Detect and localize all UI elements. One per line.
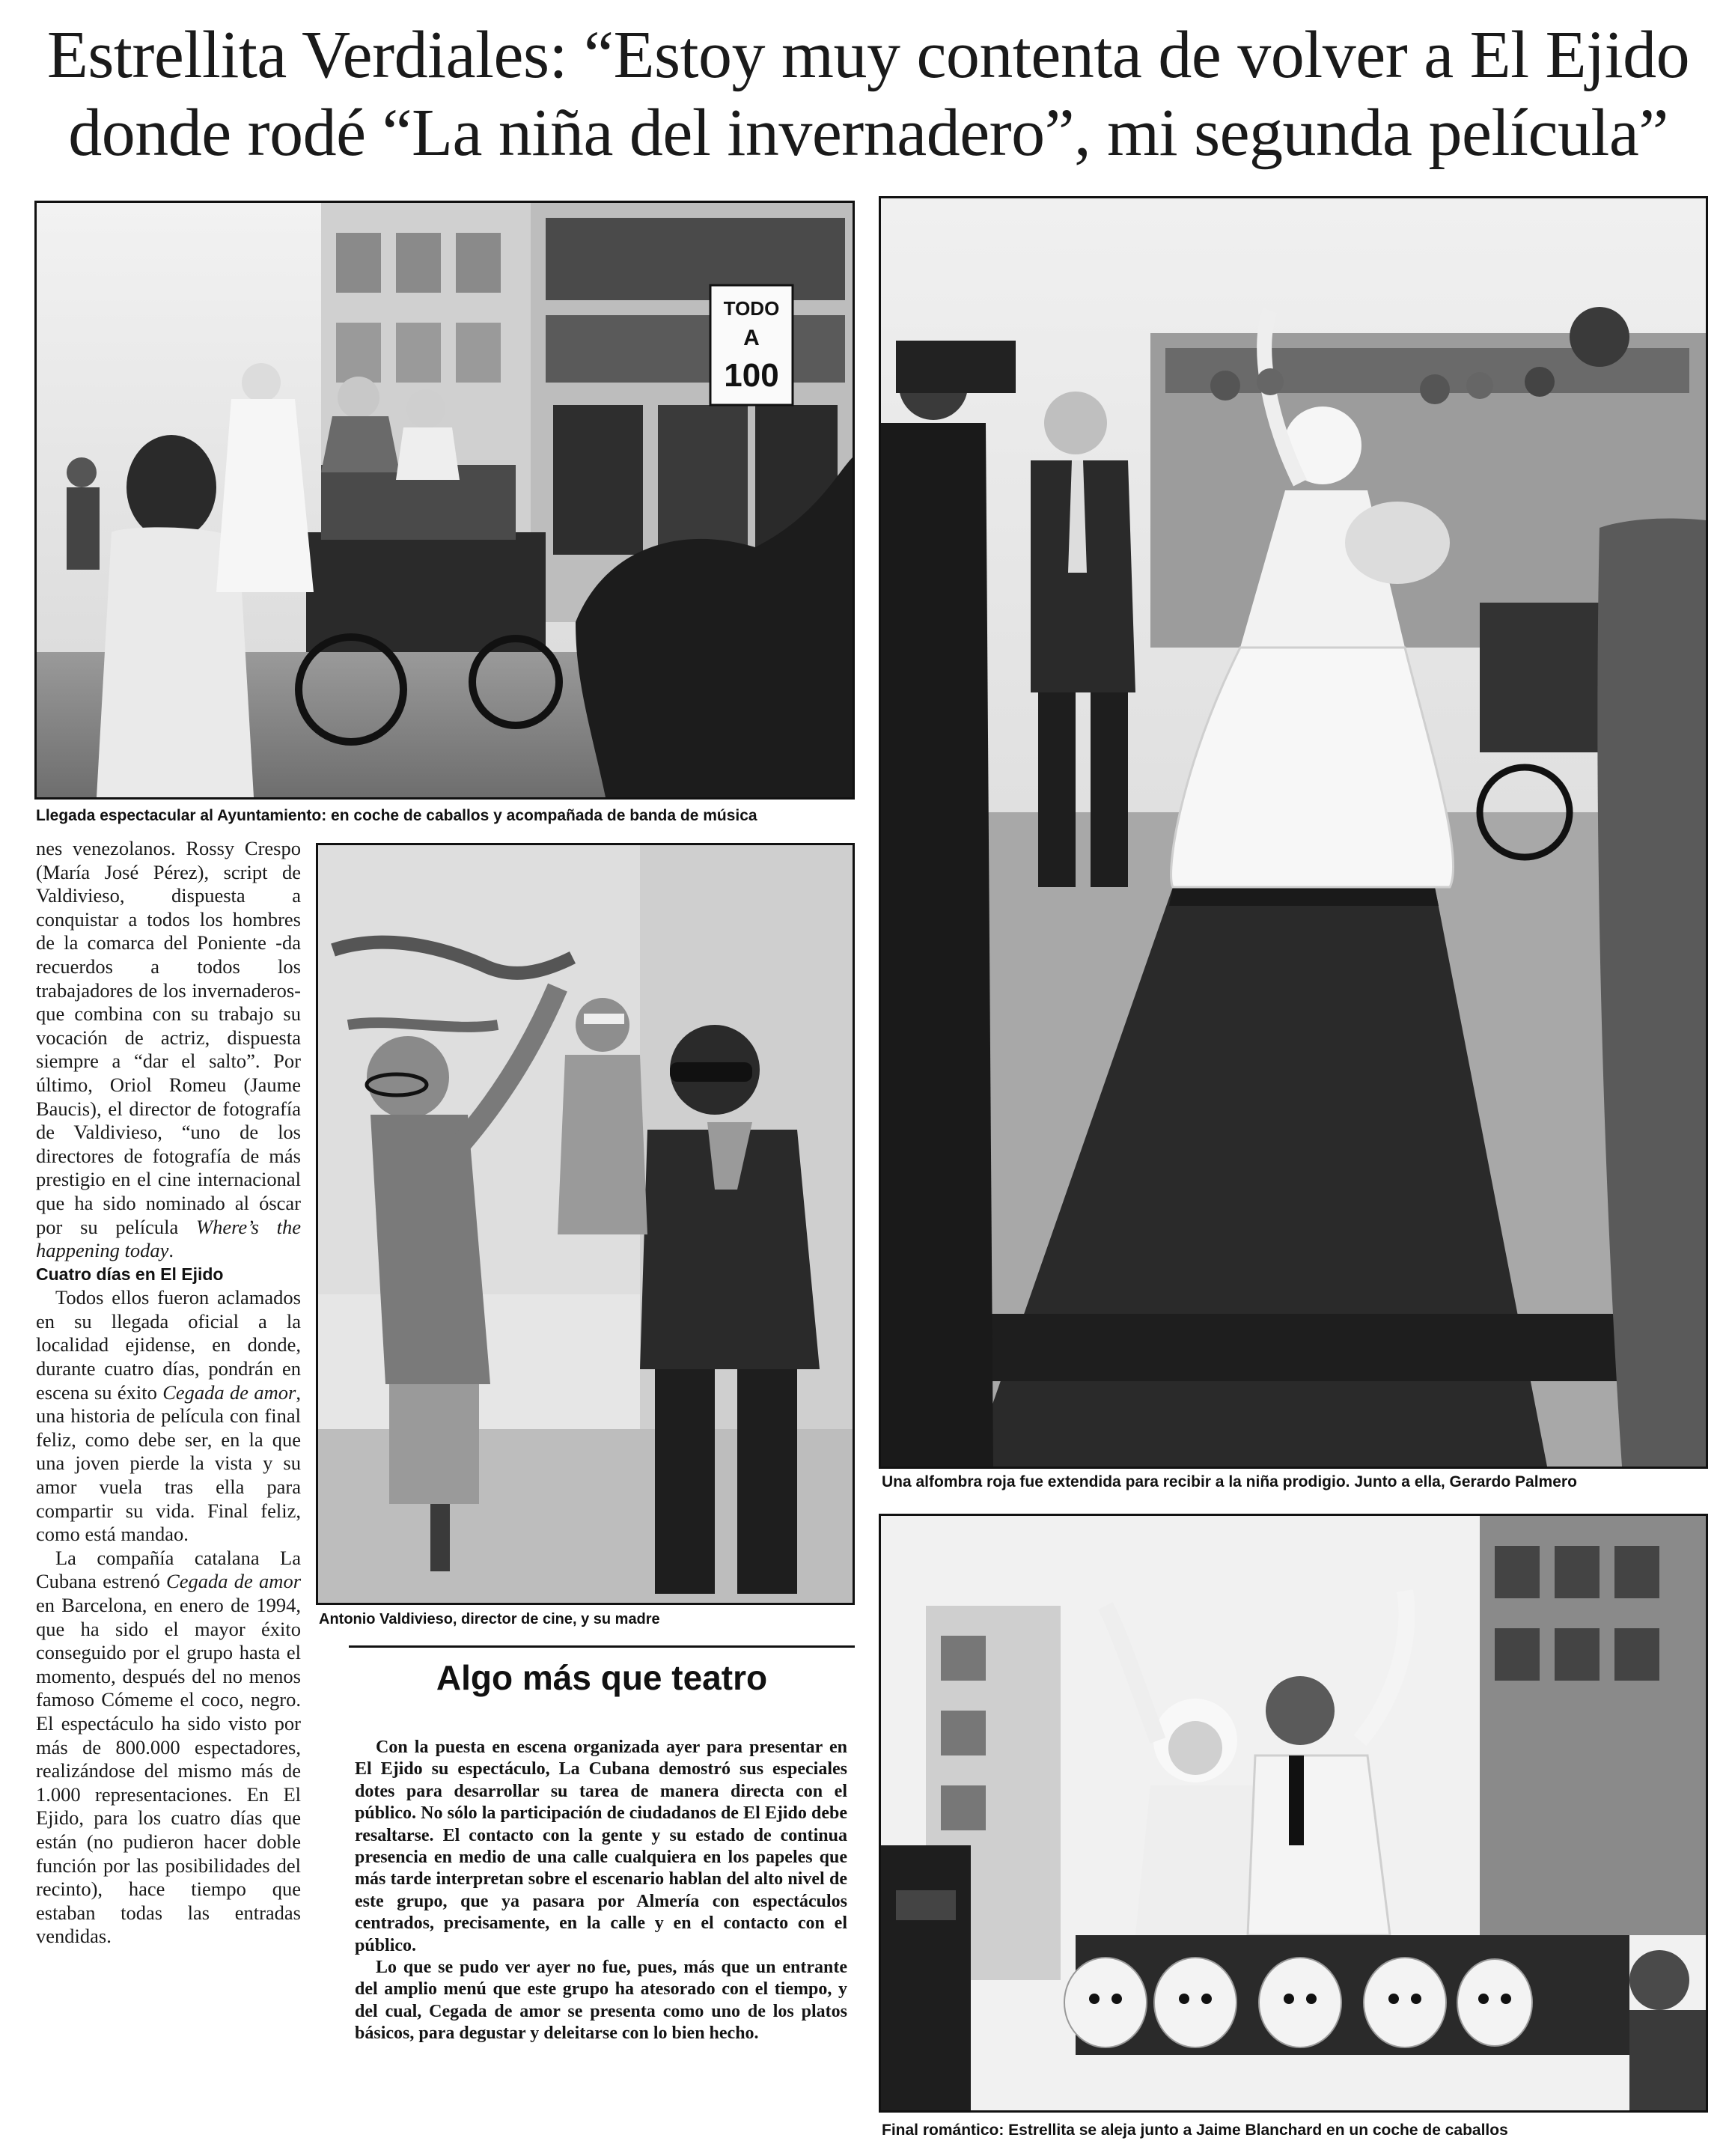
sign-text-1: TODO (723, 297, 780, 320)
sidebar-paragraph-1: Con la puesta en escena organizada ayer para presentar en El Ejido su espectáculo, La Cubana demostró sus especiales dotes para desarrollar su tarea de manera directa con el público. No sólo la participación de ciudadanos de El Ejido debe resaltarse. El contacto con la gente y su estado de continua presencia en medio de una calle cualquiera en los papeles que más tarde interpretan sobre el escenario hablan del alto nivel de este grupo, que ya pasara por Almería con espectáculos centrados, precisamente, en la calle y en el contacto con el público. (355, 1738, 847, 1955)
sidebar-top-rule (349, 1645, 855, 1648)
article-paragraph-2: Todos ellos fueron aclamados en su llegada oficial a la localidad ejidense, en donde, durante cuatro días, pondrán en escena su éxito Cegada de amor, una historia de película con final feliz, como debe ser, en la que una joven pierde la vista y su amor vuela tras ella para compartir su vida. Final feliz, como está mandao. (36, 1286, 301, 1546)
photo-carpet-image (881, 198, 1706, 1467)
sidebar-body (355, 1737, 847, 2045)
photo-finale-image (881, 1516, 1706, 2110)
caption-arrival: Llegada espectacular al Ayuntamiento: en coche de caballos y acompañada de banda de música (36, 807, 757, 824)
show-title-2: Cegada de amor (166, 1570, 302, 1593)
caption-finale: Final romántico: Estrellita se aleja junto a Jaime Blanchard en un coche de caballos (882, 2122, 1508, 2139)
photo-finale (879, 1514, 1708, 2113)
caption-director: Antonio Valdivieso, director de cine, y su madre (319, 1611, 660, 1627)
photo-arrival-image (37, 203, 853, 797)
article-paragraph-3: La compañía catalana La Cubana estrenó Cegada de amor en Barcelona, en enero de 1994, que ha sido el mayor éxito conseguido por el grupo hasta el momento, después del no menos famoso Cómeme el coco, negro. El espectáculo ha sido visto por más de 800.000 espectadores, realizándose del mismo más de 1.000 representaciones. En El Ejido, para los cuatro días que están (no pudieron hacer doble función por las posibilidades del recinto), hace tiempo que estaban todas las entradas vendidas. (36, 1546, 302, 1948)
sign-text-3: 100 (724, 357, 779, 394)
sidebar-paragraph-2: Lo que se pudo ver ayer no fue, pues, más que un entrante del amplio menú que este grupo ha atesorado con el tiempo, y del cual, Cegada de amor se presenta como uno de los platos básicos, para degustar y deleitarse con lo bien hecho. (355, 1958, 847, 2044)
photo-arrival-carriage (34, 201, 855, 800)
caption-red-carpet: Una alfombra roja fue extendida para recibir a la niña prodigio. Junto a ella, Gerardo Palmero (882, 1473, 1577, 1490)
photo-red-carpet (879, 196, 1708, 1469)
headline-line-1: Estrellita Verdiales: “Estoy muy contenta de volver a El Ejido (46, 18, 1690, 92)
photo-director (316, 843, 855, 1605)
headline-line-2: donde rodé “La niña del invernadero”, mi segunda película” (68, 96, 1668, 170)
film-title: Where’s the happening today (36, 1215, 302, 1262)
article-subhead: Cuatro días en El Ejido (36, 1264, 224, 1284)
photo-director-image (318, 845, 853, 1603)
show-title: Cegada de amor (162, 1380, 296, 1404)
sign-text-2: A (743, 326, 760, 350)
headline (30, 16, 1707, 172)
article-paragraph-1: nes venezolanos. Rossy Crespo (María José Pérez), script de Valdivieso, dispuesta a conquistar a todos los hombres de la comarca del Poniente -da recuerdos a todos los trabajadores de los invernaderos- que combina con su trabajo su vocación de actriz, dispuesta siempre a “dar el salto”. Por último, Oriol Romeu (Jaume Baucis), el director de fotografía de Valdivieso, “uno de los directores de fotografía de más prestigio en el cine internacional que ha sido nominado al óscar por su película Where’s the happening today. (36, 837, 302, 1262)
sidebar-title: Algo más que teatro (436, 1658, 768, 1697)
article-column (36, 837, 301, 1949)
